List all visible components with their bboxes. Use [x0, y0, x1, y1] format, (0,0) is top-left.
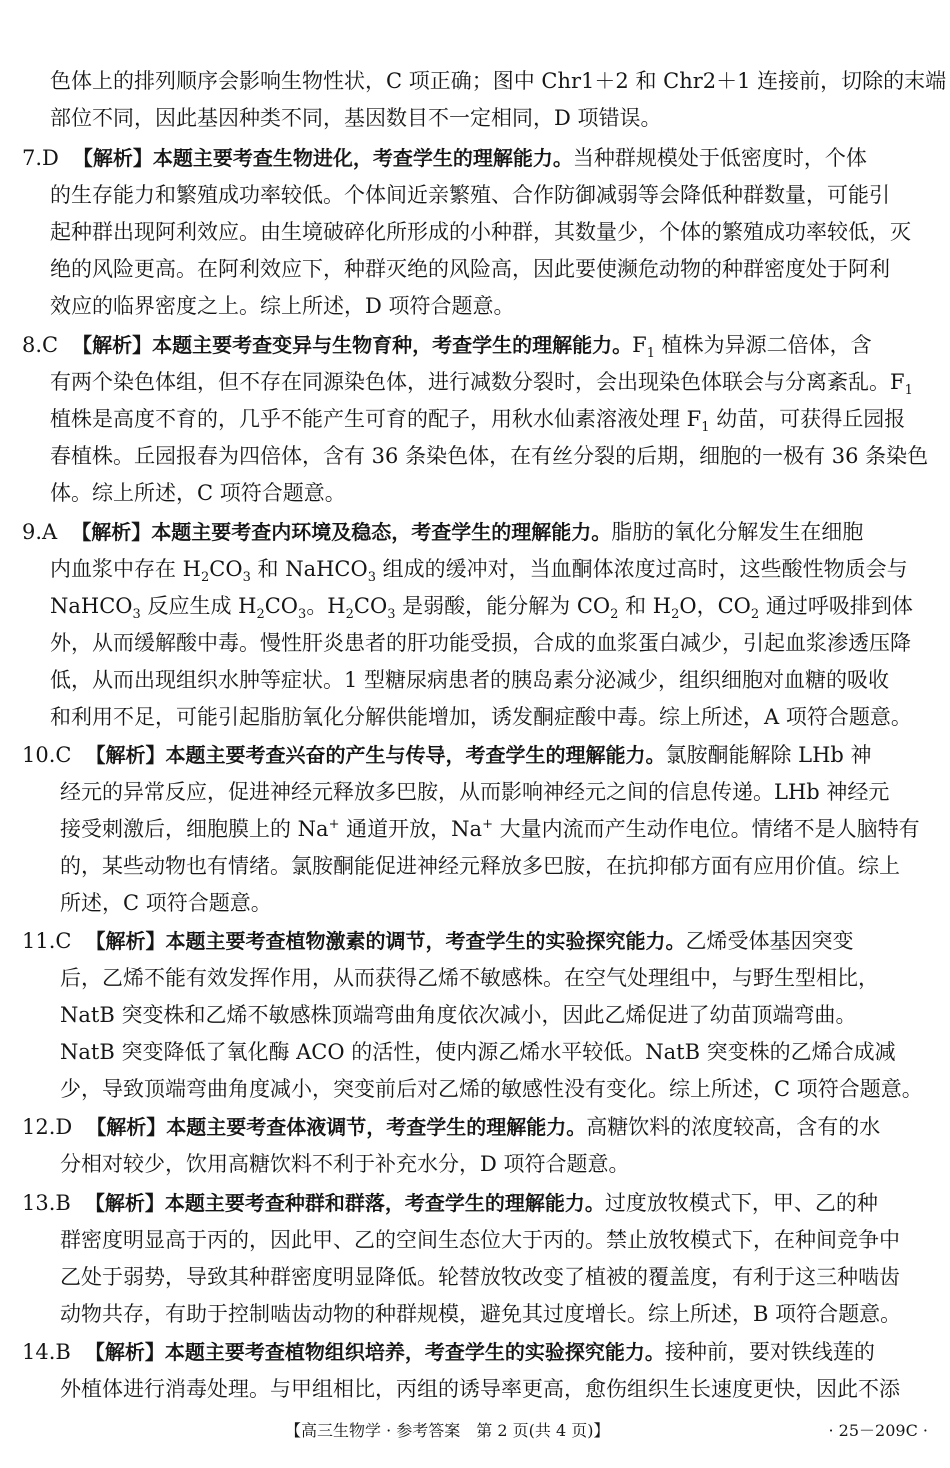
text-line: 乙烯受体基因突变	[685, 929, 854, 953]
analysis-tag: 【解析】本题主要考查内环境及稳态，考查学生的理解能力。	[71, 520, 612, 544]
text-line: 低，从而出现组织水肿等症状。1 型糖尿病患者的胰岛素分泌减少，组织细胞对血糖的吸收	[50, 668, 890, 692]
text-fragment: 植株为异源二倍体，含	[654, 333, 872, 357]
answer-item-8	[22, 327, 928, 512]
text-line: NatB 突变株和乙烯不敏感株顶端弯曲角度依次减小，因此乙烯促进了幼苗顶端弯曲。	[60, 1003, 857, 1027]
question-number: 10.	[22, 743, 56, 767]
answer-item-14	[22, 1334, 928, 1408]
answer-item-9	[22, 514, 928, 736]
text-line: 外植体进行消毒处理。与甲组相比，丙组的诱导率更高，愈伤组织生长速度更快，因此不添	[60, 1377, 900, 1401]
analysis-tag: 【解析】本题主要考查植物激素的调节，考查学生的实验探究能力。	[85, 929, 686, 953]
text-line: 绝的风险更高。在阿利效应下，种群灭绝的风险高，因此要使濒危动物的种群密度处于阿利	[50, 257, 890, 281]
answer-letter: C	[55, 929, 72, 953]
text-line: 过度放牧模式下，甲、乙的种	[604, 1191, 878, 1215]
text-line: 后，乙烯不能有效发挥作用，从而获得乙烯不敏感株。在空气处理组中，与野生型相比，	[60, 966, 879, 990]
text-line-formula: 接受刺激后，细胞膜上的 Na+ 通道开放，Na+ 大量内流而产生动作电位。情绪不是人脑特有	[60, 817, 920, 841]
question-number: 14.	[22, 1340, 56, 1364]
text-line: 乙处于弱势，导致其种群密度明显降低。轮替放牧改变了植被的覆盖度，有利于这三种啮齿	[60, 1265, 900, 1289]
analysis-tag: 【解析】本题主要考查体液调节，考查学生的理解能力。	[86, 1115, 587, 1139]
text-line: 接种前，要对铁线莲的	[664, 1340, 875, 1364]
question-number: 13.	[22, 1191, 56, 1215]
text-fragment: 植株是高度不育的，几乎不能产生可育的配子，用秋水仙素溶液处理 F	[50, 407, 702, 431]
answer-item-10	[22, 737, 928, 922]
question-number: 11.	[22, 929, 56, 953]
question-number: 7.	[22, 146, 43, 170]
text-line: 外，从而缓解酸中毒。慢性肝炎患者的肝功能受损，合成的血浆蛋白减少，引起血浆渗透压降	[50, 631, 911, 655]
answer-item-12	[22, 1109, 928, 1183]
analysis-tag: 【解析】本题主要考查植物组织培养，考查学生的实验探究能力。	[84, 1340, 665, 1364]
text-line: 脂肪的氧化分解发生在细胞	[611, 520, 864, 544]
subscript: 1	[701, 420, 710, 436]
answer-item-13	[22, 1185, 928, 1333]
text-fragment: F	[632, 333, 647, 357]
footer-code: · 25－209C ·	[828, 1421, 928, 1440]
subscript: 1	[904, 383, 913, 399]
text-line: 的生存能力和繁殖成功率较低。个体间近亲繁殖、合作防御减弱等会降低种群数量，可能引	[50, 183, 890, 207]
text-fragment: 有两个染色体组，但不存在同源染色体，进行减数分裂时，会出现染色体联会与分离紊乱。F	[50, 370, 905, 394]
text-line: 所述，C 项符合题意。	[60, 891, 272, 915]
text-line: NatB 突变降低了氧化酶 ACO 的活性，使内源乙烯水平较低。NatB 突变株的乙烯合成减	[60, 1040, 896, 1064]
text-line: 起种群出现阿利效应。由生境破碎化所形成的小种群，其数量少，个体的繁殖成功率较低，灭	[50, 220, 911, 244]
text-line: 当种群规模处于低密度时，个体	[572, 146, 867, 170]
answer-letter: A	[42, 520, 58, 544]
question-number: 8.	[22, 333, 43, 357]
text-line: 分相对较少，饮用高糖饮料不利于补充水分，D 项符合题意。	[60, 1152, 630, 1176]
question-number: 12.	[22, 1115, 56, 1139]
text-line: 经元的异常反应，促进神经元释放多巴胺，从而影响神经元之间的信息传递。LHb 神经元	[60, 780, 890, 804]
text-line: 体。综上所述，C 项符合题意。	[50, 481, 346, 505]
footer-title: 【高三生物学 · 参考答案 第 2 页(共 4 页)】	[285, 1421, 610, 1440]
text-line: 效应的临界密度之上。综上所述，D 项符合题意。	[50, 294, 515, 318]
analysis-tag: 【解析】本题主要考查兴奋的产生与传导，考查学生的理解能力。	[85, 743, 666, 767]
text-line: 色体上的排列顺序会影响生物性状，C 项正确；图中 Chr1＋2 和 Chr2＋1 连接前，切除的末端	[50, 69, 947, 93]
text-fragment: 幼苗，可获得丘园报	[709, 407, 906, 431]
intro-continuation	[22, 63, 947, 137]
text-line: 春植株。丘园报春为四倍体，含有 36 条染色体，在有丝分裂的后期，细胞的一极有 36 条染色	[50, 444, 929, 468]
text-line: 部位不同，因此基因种类不同，基因数目不一定相同，D 项错误。	[50, 106, 662, 130]
answer-letter: B	[55, 1340, 71, 1364]
question-number: 9.	[22, 520, 43, 544]
answer-letter: D	[42, 146, 59, 170]
analysis-tag: 【解析】本题主要考查变异与生物育种，考查学生的理解能力。	[72, 333, 633, 357]
answer-letter: B	[55, 1191, 71, 1215]
answer-item-11	[22, 923, 928, 1108]
answer-letter: C	[42, 333, 59, 357]
page-footer	[0, 1418, 950, 1448]
text-line: 少，导致顶端弯曲角度减小，突变前后对乙烯的敏感性没有变化。综上所述，C 项符合题意。	[60, 1077, 923, 1101]
text-line: 高糖饮料的浓度较高，含有的水	[586, 1115, 881, 1139]
subscript: 1	[646, 346, 655, 362]
text-line: 群密度明显高于丙的，因此甲、乙的空间生态位大于丙的。禁止放牧模式下，在种间竞争中	[60, 1228, 900, 1252]
answer-letter: C	[55, 743, 72, 767]
analysis-tag: 【解析】本题主要考查种群和群落，考查学生的理解能力。	[84, 1191, 605, 1215]
analysis-tag: 【解析】本题主要考查生物进化，考查学生的理解能力。	[72, 146, 573, 170]
text-line: 动物共存，有助于控制啮齿动物的种群规模，避免其过度增长。综上所述，B 项符合题意。	[60, 1302, 902, 1326]
text-line-formula: NaHCO$_3$ 反应生成 $H_2CO_3$。$H_2CO_3$ 是弱酸，能分解为 $CO_2$ 和 $H_2O$，$CO_2$ 通过呼吸排到体	[50, 594, 913, 623]
text-line: 的，某些动物也有情绪。氯胺酮能促进神经元释放多巴胺，在抗抑郁方面有应用价值。综上	[60, 854, 900, 878]
text-line: 氯胺酮能解除 LHb 神	[665, 743, 872, 767]
answer-item-7	[22, 140, 928, 325]
answer-letter: D	[55, 1115, 73, 1139]
text-line: 和利用不足，可能引起脂肪氧化分解供能增加，诱发酮症酸中毒。综上所述，A 项符合题意。	[50, 705, 912, 729]
text-line-formula: 内血浆中存在 $H_2CO_3$ 和 NaHCO$_3$ 组成的缓冲对，当血酮体浓度过高时，这些酸性物质会与	[50, 557, 908, 586]
